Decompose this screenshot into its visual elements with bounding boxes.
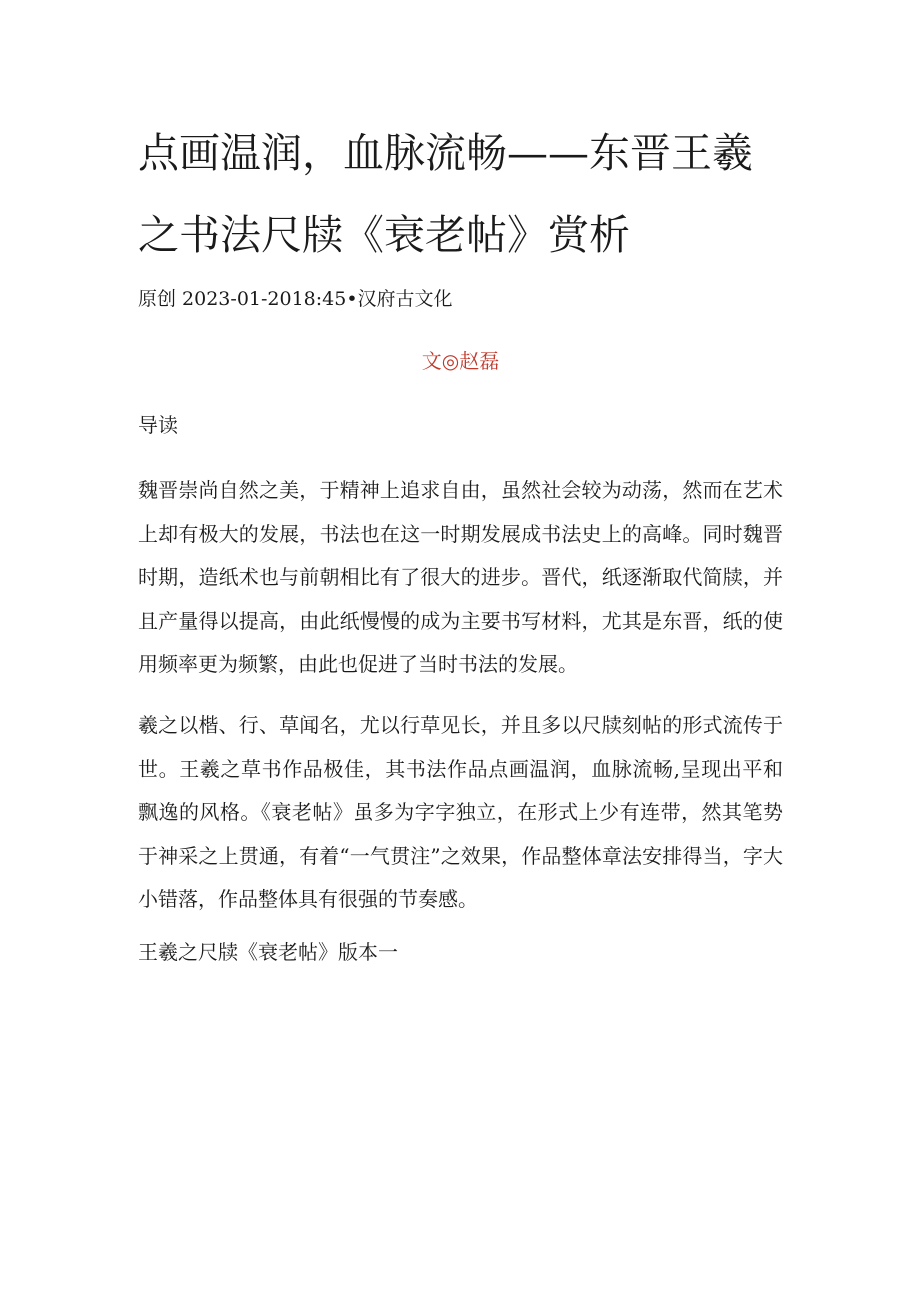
article-meta: 原创 2023-01-2018:45•汉府古文化 — [138, 288, 453, 310]
article-title: 点画温润，血脉流畅——东晋王羲之书法尺牍《衰老帖》赏析 — [138, 129, 753, 259]
image-caption: 王羲之尺牍《衰老帖》版本一 — [138, 940, 398, 964]
paragraph: 羲之以楷、行、草闻名，尤以行草见长，并且多以尺牍刻帖的形式流传于世。王羲之草书作品极佳，其书法作品点画温润，血脉流畅,呈现出平和飘逸的风格。《衰老帖》虽多为字字独立，在形式上少有连带，然其笔势于神采之上贯通，有着“一气贯注”之效果，作品整体章法安排得当，字大小错落，作品整体具有很强的节奏感。 — [138, 713, 783, 911]
intro-heading: 导读 — [138, 413, 178, 437]
article-author: 文◎赵磊 — [421, 349, 500, 373]
paragraph: 魏晋崇尚自然之美，于精神上追求自由，虽然社会较为动荡，然而在艺术上却有极大的发展，书法也在这一时期发展成书法史上的高峰。同时魏晋时期，造纸术也与前朝相比有了很大的进步。晋代，纸逐渐取代简牍，并且产量得以提高，由此纸慢慢的成为主要书写材料，尤其是东晋，纸的使用频率更为频繁，由此也促进了当时书法的发展。 — [138, 478, 783, 676]
